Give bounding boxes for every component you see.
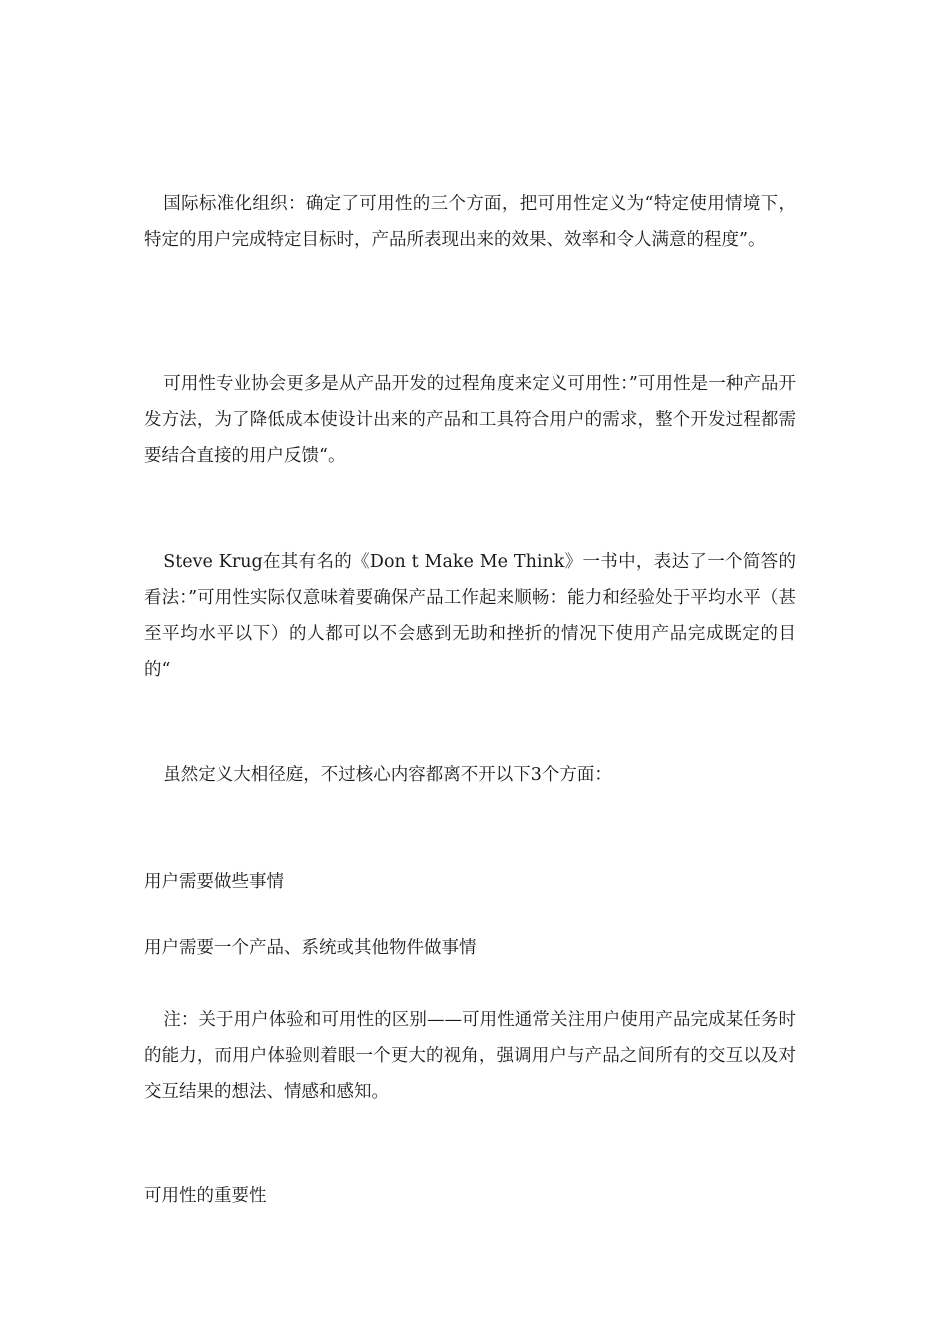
paragraph-summary-intro: 虽然定义大相径庭，不过核心内容都离不开以下3个方面： (163, 765, 612, 785)
section-heading: 可用性的重要性 (144, 1186, 267, 1206)
paragraph-iso-definition: 国际标准化组织：确定了可用性的三个方面，把可用性定义为“特定使用情境下，特定的用户完成特定目标时，产品所表现出来的效果、效率和令人满意的程度”。 (144, 194, 796, 250)
note-paragraph: 注：关于用户体验和可用性的区别——可用性通常关注用户使用产品完成某任务时的能力，而用户体验则着眼一个更大的视角，强调用户与产品之间所有的交互以及对交互结果的想法、情感和感知。 (144, 1010, 796, 1102)
paragraph-steve-krug-definition: Steve Krug在其有名的《Don t Make Me Think》一书中，表达了一个简答的看法：”可用性实际仅意味着要确保产品工作起来顺畅：能力和经验处于平均水平（甚至平均水平以下）的人都可以不会感到无助和挫折的情况下使用产品完成既定的目的“ (144, 552, 796, 680)
list-item: 用户需要一个产品、系统或其他物件做事情 (144, 938, 477, 958)
paragraph-upa-definition: 可用性专业协会更多是从产品开发的过程角度来定义可用性：”可用性是一种产品开发方法，为了降低成本使设计出来的产品和工具符合用户的需求，整个开发过程都需要结合直接的用户反馈“。 (144, 374, 796, 466)
list-item: 用户需要做些事情 (144, 872, 284, 892)
